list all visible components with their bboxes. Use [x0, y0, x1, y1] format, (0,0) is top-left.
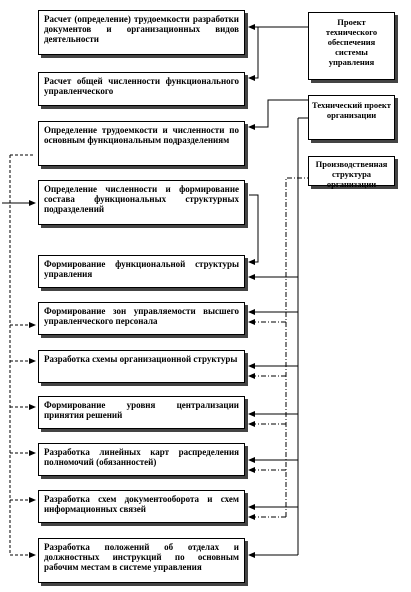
step-box-6: Формирование зон управляемости высшего управленческого персонала: [38, 302, 245, 335]
connector-tech-support: [249, 27, 308, 78]
step-box-1: Расчет (определение) трудоемкости разработки документов и организационных видов деятельности: [38, 10, 245, 55]
source-production-structure: Производственная структура организации: [308, 156, 395, 186]
step-box-5: Формирование функциональной структуры управления: [38, 255, 245, 288]
step-box-3: Определение трудоемкости и численности по основным функциональным подразделениям: [38, 121, 245, 166]
source-tech-support-project: Проект технического обеспечения системы управления: [308, 12, 395, 80]
step-box-10: Разработка схем документооборота и схем информационных связей: [38, 490, 245, 523]
connector-tech-project-a: [249, 100, 308, 127]
step-box-2: Расчет общей численности функционального управленческого: [38, 72, 245, 106]
source-tech-project: Технический проект организации: [308, 95, 395, 140]
step-box-11: Разработка положений об отделах и должностных инструкций по основным рабочим местам в системе управления: [38, 538, 245, 583]
connector-b4-b5: [249, 195, 258, 262]
step-box-4: Определение численности и формирование состава функциональных структурных подразделений: [38, 180, 245, 225]
dashdot-prod-spine: [286, 178, 312, 517]
step-box-8: Формирование уровня централизации принятия решений: [38, 396, 245, 429]
step-box-9: Разработка линейных карт распределения полномочий (обязанностей): [38, 443, 245, 476]
step-box-7: Разработка схемы организационной структуры: [38, 350, 245, 383]
